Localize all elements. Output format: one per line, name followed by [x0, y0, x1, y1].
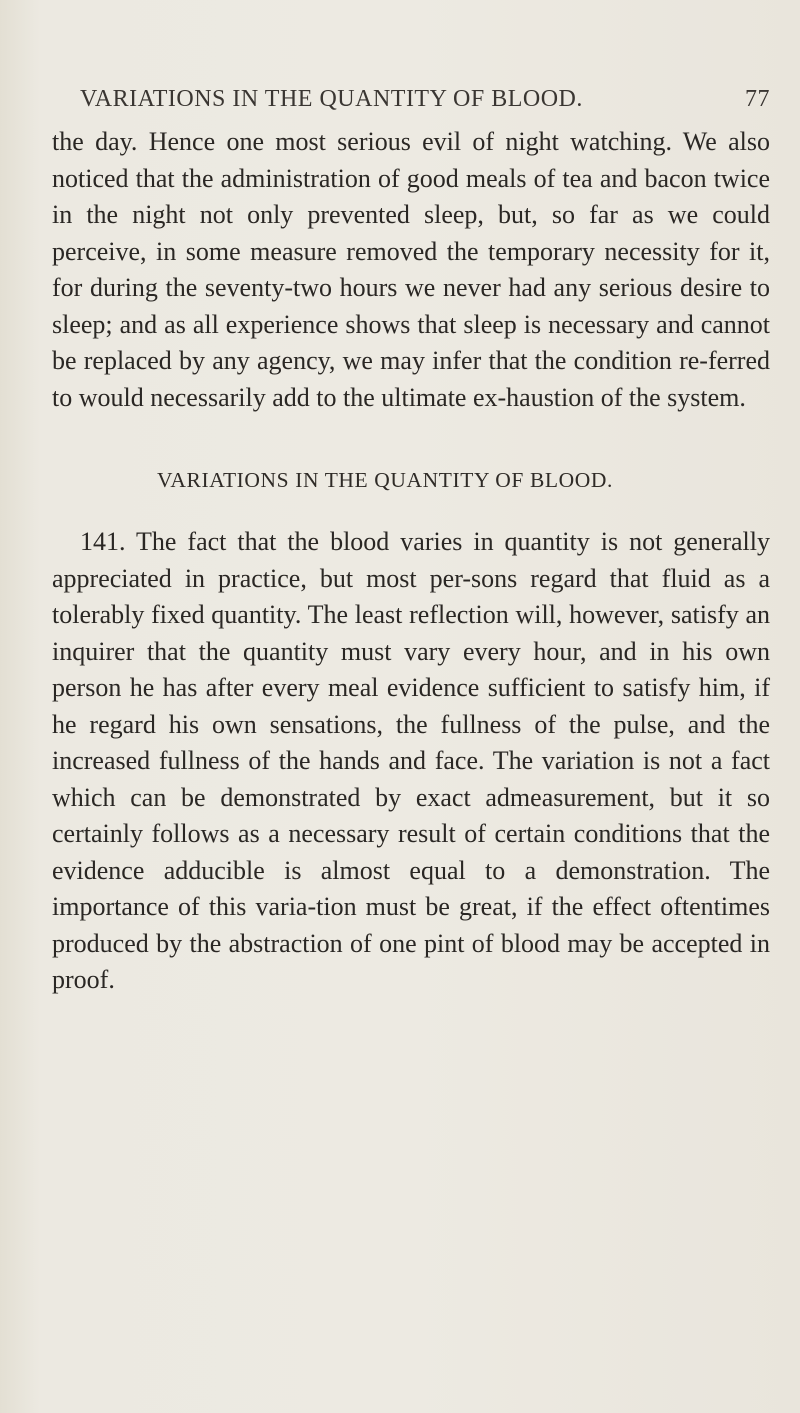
- page-number: 77: [745, 86, 770, 112]
- running-head-title: VARIATIONS IN THE QUANTITY OF BLOOD.: [80, 86, 583, 112]
- continued-paragraph: the day. Hence one most serious evil of night watching. We also noticed that the administration of good meals of tea and bacon twice in the night not only prevented sleep, but, so far as we could perceive, in some measure removed the temporary necessity for it, for during the seventy-two hours we never had any serious desire to sleep; and as all experience shows that sleep is necessary and cannot be replaced by any agency, we may infer that the condition re-ferred to would necessarily add to the ultimate ex-haustion of the system.: [52, 127, 770, 412]
- paragraph-number: 141.: [80, 527, 126, 556]
- paragraph-text: The fact that the blood varies in quantity is not generally appreciated in practice, but most per-sons regard that fluid as a tolerably fixed quantity. The least reflection will, however, satisfy an inquirer that the quantity must vary every hour, and in his own person he has after every meal evidence sufficient to satisfy him, if he regard his own sensations, the fullness of the pulse, and the increased fullness of the hands and face. The variation is not a fact which can be demonstrated by exact admeasurement, but it so certainly follows as a necessary result of certain conditions that the evidence adducible is almost equal to a demonstration. The importance of this varia-tion must be great, if the effect oftentimes produced by the abstraction of one pint of blood may be accepted in proof.: [52, 527, 770, 994]
- running-head: [80, 84, 770, 114]
- body-text: [52, 124, 770, 999]
- paragraph-141: [52, 524, 770, 999]
- section-heading: VARIATIONS IN THE QUANTITY OF BLOOD.: [157, 468, 613, 492]
